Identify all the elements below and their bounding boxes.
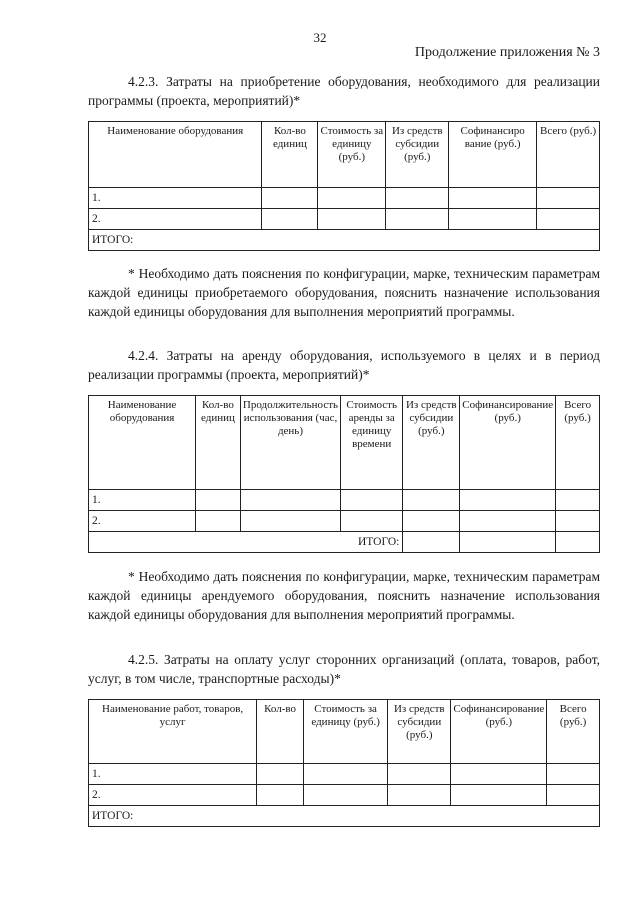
page-number: 32 — [313, 30, 327, 45]
section-423-note: * Необходимо дать пояснения по конфигурации, марке, техническим параметрам каждой единицы приобретаемого оборудования, пояснить назначение использования каждой единицы оборудования для выполнения мероприятий программы. — [88, 266, 600, 319]
table-423 — [88, 121, 600, 251]
table-total-row — [89, 532, 600, 553]
row-number: 2. — [89, 511, 196, 532]
table-row — [89, 785, 600, 806]
total-label: ИТОГО: — [89, 230, 600, 251]
col-header: Наименование оборудования — [89, 122, 262, 188]
table-row — [89, 511, 600, 532]
table-row — [89, 188, 600, 209]
row-number: 2. — [89, 785, 257, 806]
col-header: Наименование работ, товаров, услуг — [89, 700, 257, 764]
col-header: Всего (руб.) — [547, 700, 600, 764]
table-header-row — [89, 122, 600, 188]
total-label: ИТОГО: — [89, 532, 403, 553]
row-number: 1. — [89, 490, 196, 511]
col-header: Из средств субсидии (руб.) — [388, 700, 451, 764]
col-header: Всего (руб.) — [556, 396, 600, 490]
col-header: Софинансирование (руб.) — [460, 396, 556, 490]
col-header: Кол-во — [257, 700, 304, 764]
col-header: Из средств субсидии (руб.) — [403, 396, 460, 490]
row-number: 1. — [89, 188, 262, 209]
table-row — [89, 764, 600, 785]
table-425 — [88, 699, 600, 827]
col-header: Софинансиро вание (руб.) — [449, 122, 537, 188]
col-header: Софинансирование (руб.) — [451, 700, 547, 764]
section-423-heading: 4.2.3. Затраты на приобретение оборудования, необходимого для реализации программы (проекта, мероприятий)* — [88, 74, 600, 108]
table-row — [89, 490, 600, 511]
table-row — [89, 209, 600, 230]
section-424-heading: 4.2.4. Затраты на аренду оборудования, используемого в целях и в период реализации программы (проекта, мероприятий)* — [88, 348, 600, 382]
table-424 — [88, 395, 600, 553]
appendix-title: Продолжение приложения № 3 — [414, 45, 600, 60]
col-header: Стоимость аренды за единицу времени — [341, 396, 403, 490]
table-total-row — [89, 806, 600, 827]
section-425-heading: 4.2.5. Затраты на оплату услуг сторонних организаций (оплата, товаров, работ, услуг, в том числе, транспортные расходы)* — [88, 652, 600, 686]
section-424-note: * Необходимо дать пояснения по конфигурации, марке, техническим параметрам каждой единицы арендуемого оборудования, пояснить назначение использования каждой единицы оборудования для выполнения мероприятий программы. — [88, 569, 600, 622]
row-number: 1. — [89, 764, 257, 785]
total-label: ИТОГО: — [89, 806, 600, 827]
row-number: 2. — [89, 209, 262, 230]
col-header: Наименование оборудования — [89, 396, 196, 490]
col-header: Кол-во единиц — [196, 396, 241, 490]
col-header: Из средств субсидии (руб.) — [386, 122, 449, 188]
col-header: Стоимость за единицу (руб.) — [303, 700, 387, 764]
col-header: Всего (руб.) — [537, 122, 600, 188]
table-total-row — [89, 230, 600, 251]
table-header-row — [89, 396, 600, 490]
col-header: Продолжительность использования (час, день) — [240, 396, 340, 490]
table-header-row — [89, 700, 600, 764]
col-header: Кол-во единиц — [262, 122, 318, 188]
col-header: Стоимость за единицу (руб.) — [318, 122, 386, 188]
